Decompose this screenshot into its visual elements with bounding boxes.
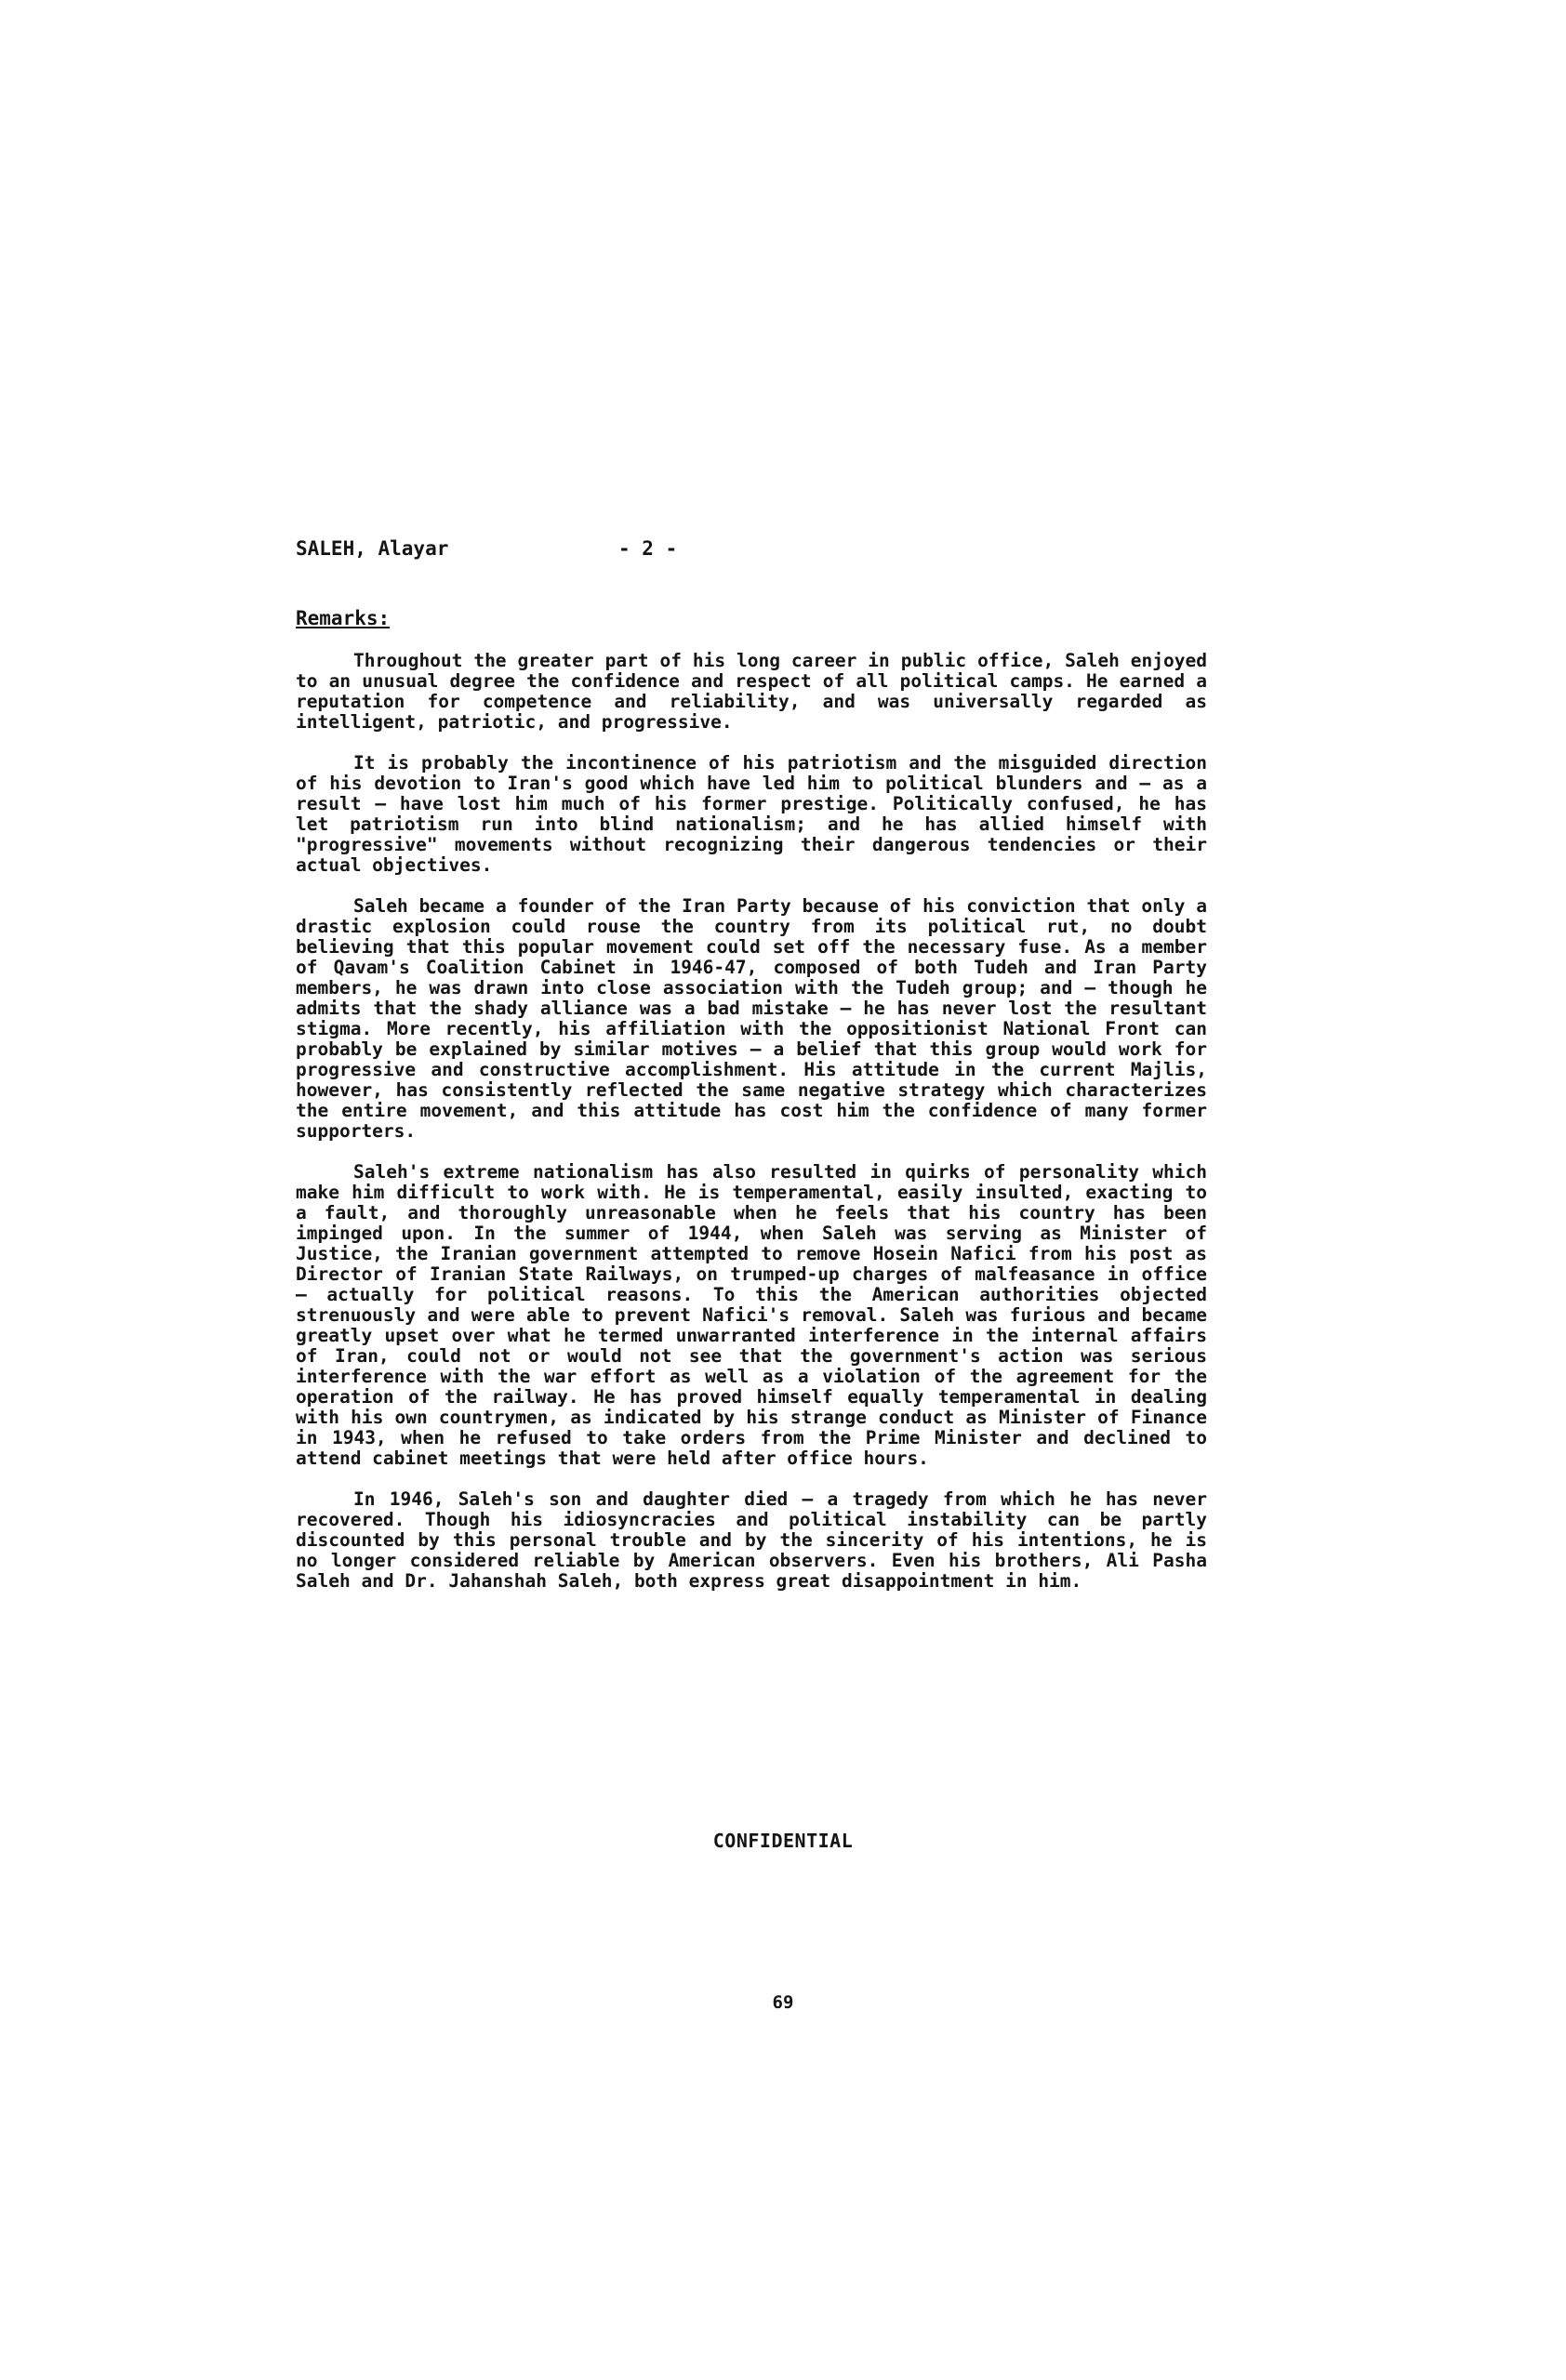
remarks-heading: Remarks: xyxy=(296,607,391,629)
paragraph-1: Throughout the greater part of his long career in public office, Saleh enjoyed to an unusual degree the confidence and respect of all political camps. He earned a reputation for competence and reliability, and was universally regarded as intelligent, patriotic, and progressive. xyxy=(296,650,1207,733)
subject-name: SALEH, Alayar xyxy=(296,537,449,560)
page-header xyxy=(296,537,761,565)
page-marker: - 2 - xyxy=(618,537,678,560)
paragraph-2: It is probably the incontinence of his patriotism and the misguided direction of his devotion to Iran's good which have led him to political blunders and — as a result — have lost him much of his former prestige. Politically confused, he has let patriotism run into blind nationalism; and he has allied himself with "progressive" movements without recognizing their dangerous tendencies or their actual objectives. xyxy=(296,752,1207,876)
page-number: 69 xyxy=(772,1992,794,2013)
paragraph-3: Saleh became a founder of the Iran Party because of his conviction that only a drastic explosion could rouse the country from its political rut, no doubt believing that this popular movement could set off the necessary fuse. As a member of Qavam's Coalition Cabinet in 1946-47, composed of both Tudeh and Iran Party members, he was drawn into close association with the Tudeh group; and — though he admits that the shady alliance was a bad mistake — he has never lost the resultant stigma. More recently, his affiliation with the oppositionist National Front can probably be explained by similar motives — a belief that this group would work for progressive and constructive accomplishment. His attitude in the current Majlis, however, has consistently reflected the same negative strategy which characterizes the entire movement, and this attitude has cost him the confidence of many former supporters. xyxy=(296,895,1207,1142)
paragraph-5: In 1946, Saleh's son and daughter died — a tragedy from which he has never recovered. Though his idiosyncracies and political instability can be partly discounted by this personal trouble and by the sincerity of his intentions, he is no longer considered reliable by American observers. Even his brothers, Ali Pasha Saleh and Dr. Jahanshah Saleh, both express great disappointment in him. xyxy=(296,1488,1207,1592)
classification-marking: CONFIDENTIAL xyxy=(712,1830,854,1852)
remarks-body xyxy=(296,651,1207,1612)
paragraph-4: Saleh's extreme nationalism has also resulted in quirks of personality which make him difficult to work with. He is temperamental, easily insulted, exacting to a fault, and thoroughly unreasonable when he feels that his country has been impinged upon. In the summer of 1944, when Saleh was serving as Minister of Justice, the Iranian government attempted to remove Hosein Nafici from his post as Director of Iranian State Railways, on trumped-up charges of malfeasance in office — actually for political reasons. To this the American authorities objected strenuously and were able to prevent Nafici's removal. Saleh was furious and became greatly upset over what he termed unwarranted interference in the internal affairs of Iran, could not or would not see that the government's action was serious interference with the war effort as well as a violation of the agreement for the operation of the railway. He has proved himself equally temperamental in dealing with his own countrymen, as indicated by his strange conduct as Minister of Finance in 1943, when he refused to take orders from the Prime Minister and declined to attend cabinet meetings that were held after office hours. xyxy=(296,1161,1207,1469)
